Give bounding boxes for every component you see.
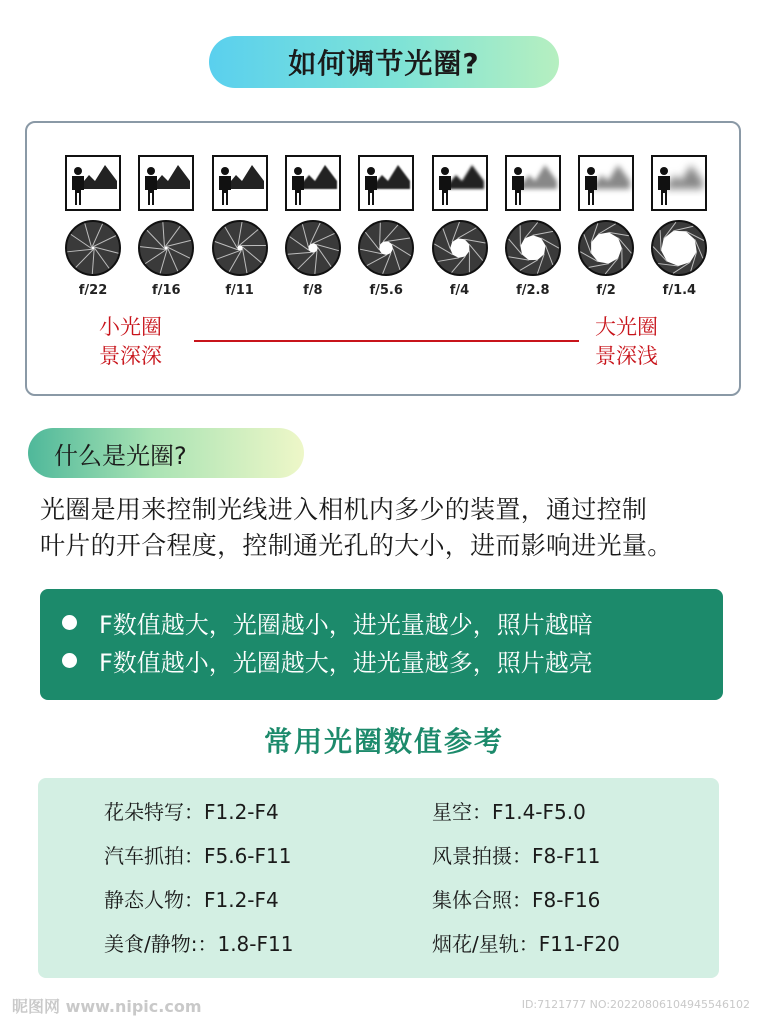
- f-number-label: f/5.6: [369, 283, 403, 298]
- depth-of-field-scene-icon: [432, 155, 488, 211]
- depth-of-field-scene-icon: [138, 155, 194, 211]
- reference-item: 汽车抓拍：F5.6-F11: [104, 844, 292, 868]
- f-number-label: f/2: [596, 283, 616, 298]
- depth-of-field-scene-icon: [212, 155, 268, 211]
- f-number-label: f/4: [449, 283, 470, 298]
- reference-item: 烟花/星轨：F11-F20: [432, 932, 620, 956]
- aperture-blade-icon: [357, 219, 415, 277]
- reference-item: 星空：F1.4-F5.0: [432, 800, 586, 824]
- aperture-blade-icon: [211, 219, 269, 277]
- depth-of-field-scene-icon: [651, 155, 707, 211]
- f-number-label: f/8: [303, 283, 323, 298]
- key-point: [40, 603, 723, 641]
- intro-line-1: 光圈是用来控制光线进入相机内多少的装置，通过控制: [40, 495, 648, 524]
- f-number-label: f/22: [78, 283, 108, 298]
- reference-item: 花朵特写：F1.2-F4: [104, 800, 279, 824]
- large-aperture-label-line2: 景深浅: [595, 344, 658, 368]
- bullet-dot-icon: [62, 615, 77, 630]
- aperture-diagram: [25, 121, 741, 396]
- watermark-logo: 昵图网 www.nipic.com: [12, 997, 202, 1016]
- depth-of-field-scene-icon: [505, 155, 561, 211]
- reference-title: 常用光圈数值参考: [263, 725, 504, 758]
- aperture-blade-icon: [64, 219, 122, 277]
- aperture-stop: [208, 155, 272, 305]
- aperture-stop: [574, 155, 638, 305]
- large-aperture-label-line1: 大光圈: [595, 315, 658, 339]
- reference-item: 美食/静物:：1.8-F11: [104, 932, 294, 956]
- key-point-text: F数值越大，光圈越小，进光量越少，照片越暗: [99, 610, 593, 639]
- intro-paragraph: [40, 492, 740, 564]
- aperture-stop: [281, 155, 345, 305]
- small-aperture-label-line2: 景深深: [99, 344, 162, 368]
- small-aperture-label: [99, 313, 162, 371]
- reference-item: 静态人物：F1.2-F4: [104, 888, 279, 912]
- intro-line-2: 叶片的开合程度，控制通光孔的大小，进而影响进光量。: [40, 531, 673, 560]
- aperture-stop: [61, 155, 125, 305]
- f-number-label: f/2.8: [516, 283, 550, 298]
- depth-of-field-scene-icon: [285, 155, 341, 211]
- small-aperture-label-line1: 小光圈: [99, 315, 162, 339]
- page-title: 如何调节光圈?: [209, 36, 559, 88]
- aperture-range-line: [194, 340, 579, 342]
- aperture-blade-icon: [650, 219, 708, 277]
- aperture-stop: [428, 155, 492, 305]
- large-aperture-label: [595, 313, 658, 371]
- aperture-stop: [501, 155, 565, 305]
- f-number-label: f/16: [152, 283, 181, 298]
- reference-panel: [38, 778, 719, 978]
- aperture-blade-icon: [284, 219, 342, 277]
- depth-of-field-scene-icon: [65, 155, 121, 211]
- f-number-label: f/1.4: [662, 283, 697, 298]
- aperture-stop: [354, 155, 418, 305]
- aperture-blade-icon: [137, 219, 195, 277]
- key-points-panel: [40, 589, 723, 700]
- depth-of-field-scene-icon: [578, 155, 634, 211]
- aperture-blade-icon: [504, 219, 562, 277]
- reference-item: 集体合照：F8-F16: [432, 888, 601, 912]
- watermark-id: ID:7121777 NO:20220806104945546102: [521, 998, 750, 1011]
- depth-of-field-scene-icon: [358, 155, 414, 211]
- section-heading: 什么是光圈?: [28, 428, 304, 478]
- f-number-label: f/11: [225, 283, 254, 298]
- aperture-stop: [134, 155, 198, 305]
- key-point-text: F数值越小，光圈越大，进光量越多，照片越亮: [99, 648, 593, 677]
- reference-item: 风景拍摄：F8-F11: [432, 844, 601, 868]
- bullet-dot-icon: [62, 653, 77, 668]
- aperture-blade-icon: [431, 219, 489, 277]
- aperture-blade-icon: [577, 219, 635, 277]
- aperture-stop: [647, 155, 711, 305]
- key-point: [40, 641, 723, 679]
